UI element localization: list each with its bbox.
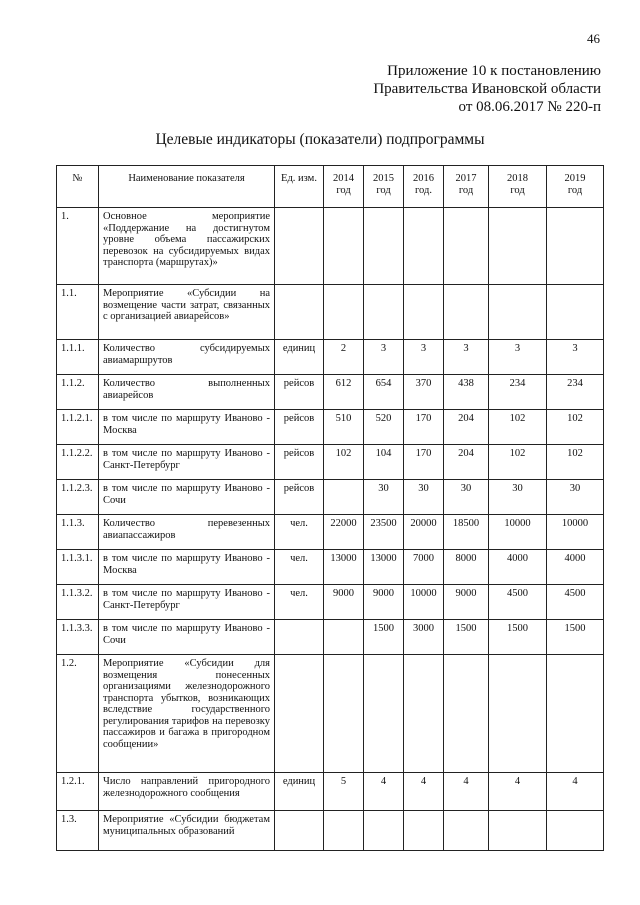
value-cell: 1500 — [444, 620, 489, 655]
table-row — [57, 620, 604, 655]
header-year: 2017 — [455, 173, 477, 184]
table-row — [57, 208, 604, 285]
table-row — [57, 410, 604, 445]
value-cell: 10000 — [547, 515, 604, 550]
value-cell — [489, 285, 547, 340]
value-cell: 10000 — [489, 515, 547, 550]
value-cell: 438 — [444, 375, 489, 410]
value-cell: 30 — [404, 480, 444, 515]
appendix-header — [300, 62, 601, 116]
unit-cell — [275, 655, 324, 773]
value-cell: 102 — [324, 445, 364, 480]
row-number: 1.1.3.2. — [57, 585, 99, 620]
indicator-name: Количество перевезенных авиапассажиров — [99, 515, 275, 550]
unit-cell — [275, 620, 324, 655]
row-number: 1.1.3. — [57, 515, 99, 550]
value-cell: 204 — [444, 445, 489, 480]
table-row — [57, 445, 604, 480]
unit-cell: чел. — [275, 550, 324, 585]
indicator-name: Количество субсидируемых авиамаршрутов — [99, 340, 275, 375]
value-cell: 30 — [489, 480, 547, 515]
indicator-name: Число направлений пригородного железнодорожного сообщения — [99, 773, 275, 811]
indicator-name: в том числе по маршруту Иваново - Санкт-Петербург — [99, 445, 275, 480]
value-cell: 13000 — [364, 550, 404, 585]
row-number: 1.1.2. — [57, 375, 99, 410]
unit-cell: рейсов — [275, 445, 324, 480]
value-cell: 30 — [364, 480, 404, 515]
indicator-name: Мероприятие «Субсидии для возмещения понесенных организациями железнодорожного транспорта убытков, возникающих вследствие государственного регулирования тарифов на перевозку пассажиров и багажа в пригородном сообщении» — [99, 655, 275, 773]
value-cell: 612 — [324, 375, 364, 410]
value-cell — [547, 811, 604, 851]
value-cell — [404, 208, 444, 285]
row-number: 1.1.3.3. — [57, 620, 99, 655]
value-cell — [547, 655, 604, 773]
value-cell — [444, 285, 489, 340]
value-cell — [444, 208, 489, 285]
header-year: 2015 — [373, 173, 394, 184]
row-number: 1.1. — [57, 285, 99, 340]
unit-cell: рейсов — [275, 410, 324, 445]
table-row — [57, 550, 604, 585]
unit-cell: рейсов — [275, 375, 324, 410]
header-year: 2014 — [333, 173, 354, 184]
unit-cell — [275, 811, 324, 851]
indicator-name: Количество выполненных авиарейсов — [99, 375, 275, 410]
table-row — [57, 515, 604, 550]
table-row — [57, 655, 604, 773]
table-row — [57, 773, 604, 811]
value-cell: 4000 — [489, 550, 547, 585]
row-number: 1.1.2.3. — [57, 480, 99, 515]
unit-cell — [275, 285, 324, 340]
value-cell: 3 — [404, 340, 444, 375]
value-cell: 234 — [489, 375, 547, 410]
value-cell: 7000 — [404, 550, 444, 585]
value-cell: 4 — [444, 773, 489, 811]
value-cell: 102 — [489, 410, 547, 445]
value-cell: 9000 — [444, 585, 489, 620]
value-cell: 4500 — [489, 585, 547, 620]
value-cell: 170 — [404, 445, 444, 480]
indicators-table — [56, 165, 604, 851]
value-cell: 9000 — [364, 585, 404, 620]
indicator-name: Мероприятие «Субсидии на возмещение части затрат, связанных с организацией авиарейсов» — [99, 285, 275, 340]
header-year: 2016 — [413, 173, 434, 184]
value-cell: 18500 — [444, 515, 489, 550]
indicator-name: Основное мероприятие «Поддержание на достигнутом уровне объема пассажирских перевозок на субсидируемых видах транспорта (маршрутах)» — [99, 208, 275, 285]
table-body — [57, 208, 604, 851]
table-row — [57, 285, 604, 340]
value-cell — [404, 285, 444, 340]
value-cell: 170 — [404, 410, 444, 445]
value-cell: 3000 — [404, 620, 444, 655]
indicator-name: в том числе по маршруту Иваново - Санкт-Петербург — [99, 585, 275, 620]
value-cell — [547, 285, 604, 340]
unit-cell: единиц — [275, 340, 324, 375]
value-cell: 23500 — [364, 515, 404, 550]
value-cell — [404, 655, 444, 773]
value-cell — [444, 655, 489, 773]
value-cell — [324, 480, 364, 515]
header-year-label: год — [458, 184, 474, 196]
value-cell — [324, 208, 364, 285]
appendix-line-3: от 08.06.2017 № 220-п — [458, 99, 601, 115]
value-cell: 102 — [547, 410, 604, 445]
value-cell: 2 — [324, 340, 364, 375]
header-year-2016 — [404, 166, 444, 208]
value-cell — [364, 655, 404, 773]
row-number: 1.3. — [57, 811, 99, 851]
row-number: 1.2. — [57, 655, 99, 773]
indicator-name: в том числе по маршруту Иваново - Сочи — [99, 480, 275, 515]
header-year-2015 — [364, 166, 404, 208]
value-cell: 8000 — [444, 550, 489, 585]
row-number: 1.1.2.1. — [57, 410, 99, 445]
value-cell: 4 — [547, 773, 604, 811]
value-cell — [547, 208, 604, 285]
value-cell: 30 — [444, 480, 489, 515]
value-cell: 1500 — [489, 620, 547, 655]
row-number: 1.2.1. — [57, 773, 99, 811]
value-cell: 1500 — [364, 620, 404, 655]
value-cell: 3 — [364, 340, 404, 375]
value-cell: 4000 — [547, 550, 604, 585]
header-year-label: год — [510, 184, 525, 196]
unit-cell: чел. — [275, 585, 324, 620]
value-cell: 520 — [364, 410, 404, 445]
indicator-name: в том числе по маршруту Иваново - Москва — [99, 410, 275, 445]
value-cell: 370 — [404, 375, 444, 410]
value-cell — [404, 811, 444, 851]
value-cell: 510 — [324, 410, 364, 445]
header-unit: Ед. изм. — [275, 166, 324, 208]
header-year-2014 — [324, 166, 364, 208]
value-cell: 22000 — [324, 515, 364, 550]
value-cell: 5 — [324, 773, 364, 811]
indicator-name: в том числе по маршруту Иваново - Сочи — [99, 620, 275, 655]
indicator-name: в том числе по маршруту Иваново - Москва — [99, 550, 275, 585]
table-row — [57, 585, 604, 620]
row-number: 1.1.2.2. — [57, 445, 99, 480]
unit-cell: рейсов — [275, 480, 324, 515]
value-cell — [364, 285, 404, 340]
value-cell: 102 — [489, 445, 547, 480]
row-number: 1. — [57, 208, 99, 285]
value-cell: 13000 — [324, 550, 364, 585]
value-cell — [364, 811, 404, 851]
value-cell: 104 — [364, 445, 404, 480]
value-cell: 4 — [489, 773, 547, 811]
table-row — [57, 480, 604, 515]
value-cell: 4500 — [547, 585, 604, 620]
value-cell: 4 — [404, 773, 444, 811]
header-num: № — [57, 166, 99, 208]
header-year: 2018 — [507, 173, 528, 184]
header-year-label: год. — [415, 184, 432, 196]
header-year-label: год — [336, 184, 351, 196]
value-cell: 654 — [364, 375, 404, 410]
indicator-name: Мероприятие «Субсидии бюджетам муниципальных образований — [99, 811, 275, 851]
value-cell: 102 — [547, 445, 604, 480]
value-cell: 204 — [444, 410, 489, 445]
appendix-line-1: Приложение 10 к постановлению — [387, 63, 601, 79]
value-cell: 10000 — [404, 585, 444, 620]
value-cell — [489, 655, 547, 773]
unit-cell: чел. — [275, 515, 324, 550]
value-cell: 3 — [489, 340, 547, 375]
value-cell — [489, 208, 547, 285]
header-name: Наименование показателя — [99, 166, 275, 208]
unit-cell: единиц — [275, 773, 324, 811]
row-number: 1.1.1. — [57, 340, 99, 375]
header-year-label: год — [567, 184, 583, 196]
value-cell: 20000 — [404, 515, 444, 550]
table-header-row — [57, 166, 604, 208]
value-cell: 9000 — [324, 585, 364, 620]
value-cell: 3 — [444, 340, 489, 375]
document-title: Целевые индикаторы (показатели) подпрограммы — [155, 131, 485, 148]
value-cell — [489, 811, 547, 851]
table-row — [57, 375, 604, 410]
value-cell: 1500 — [547, 620, 604, 655]
value-cell — [324, 285, 364, 340]
header-year: 2019 — [564, 173, 586, 184]
header-year-2018 — [489, 166, 547, 208]
table-row — [57, 340, 604, 375]
value-cell: 234 — [547, 375, 604, 410]
row-number: 1.1.3.1. — [57, 550, 99, 585]
page-number: 46 — [587, 31, 600, 46]
appendix-line-2: Правительства Ивановской области — [373, 81, 601, 97]
unit-cell — [275, 208, 324, 285]
value-cell: 3 — [547, 340, 604, 375]
header-year-2019 — [547, 166, 604, 208]
table-row — [57, 811, 604, 851]
value-cell — [324, 620, 364, 655]
value-cell — [324, 811, 364, 851]
header-year-2017 — [444, 166, 489, 208]
value-cell: 4 — [364, 773, 404, 811]
value-cell — [324, 655, 364, 773]
header-year-label: год — [376, 184, 391, 196]
value-cell: 30 — [547, 480, 604, 515]
value-cell — [444, 811, 489, 851]
value-cell — [364, 208, 404, 285]
